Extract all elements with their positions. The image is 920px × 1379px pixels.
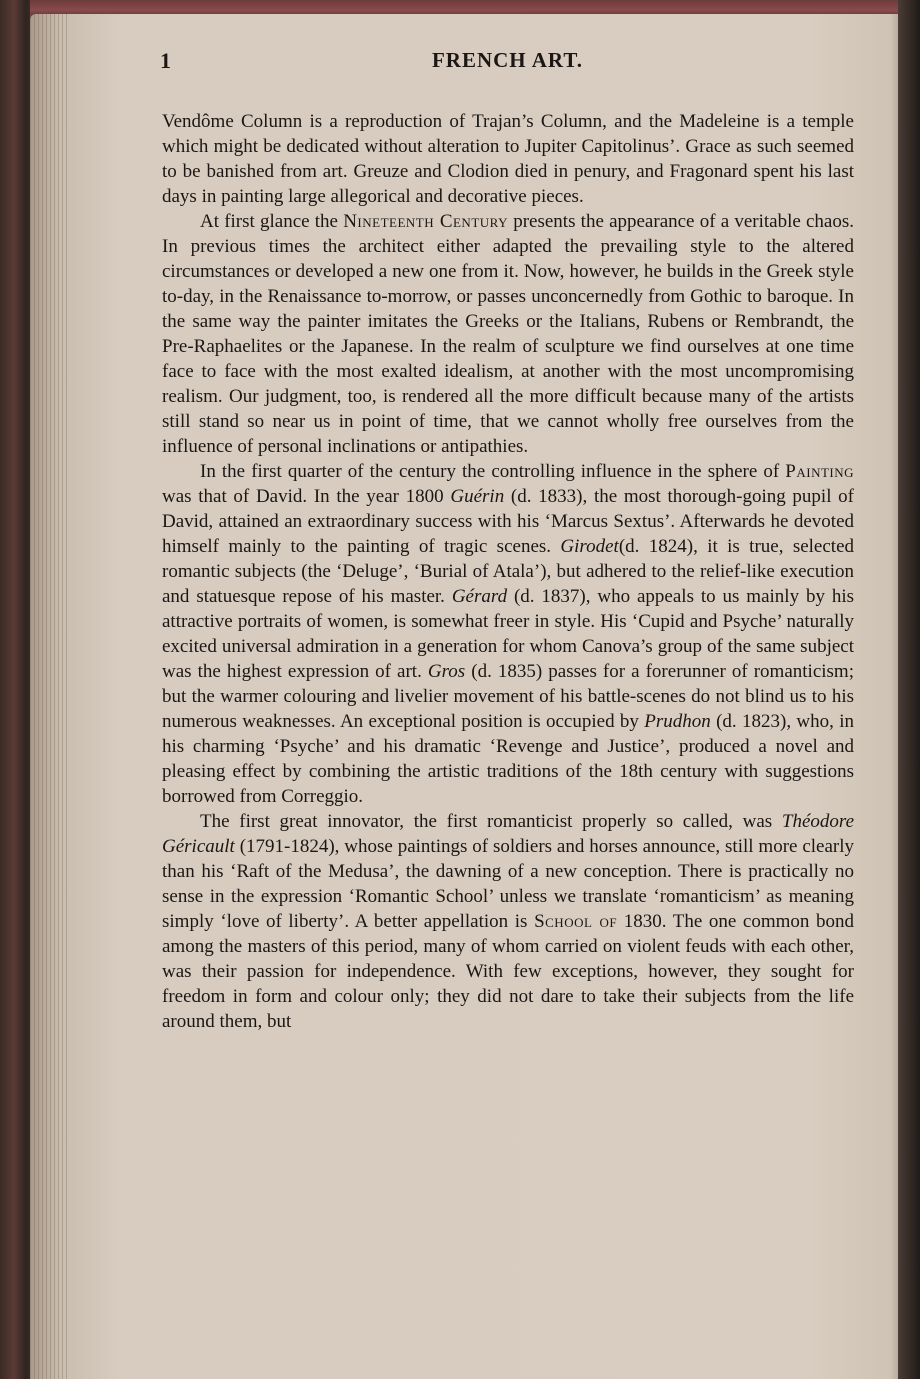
book-right-edge	[898, 0, 920, 1379]
p4-s3: . The one common bond among the masters of this period, many of whom carried on violent feuds with each other, was their passion for independence. With few exceptions, however, they sought for freedom in form and colour only; they did not dare to take their subjects from the life around them, but	[162, 911, 855, 1032]
paragraph-1: Vendôme Column is a reproduction of Trajan’s Column, and the Madeleine is a temple which might be dedicated without alteration to Jupiter Capitolinus’. Grace as such seemed to be banished from art. Greuze and Clodion died in penury, and Fragonard spent his last days in painting large allegorical and decorative pieces.	[162, 111, 854, 207]
paragraph-3	[162, 459, 854, 809]
p3-term: Painting	[785, 461, 855, 482]
paragraph-4	[162, 809, 854, 1034]
p4-term: School of	[534, 911, 618, 932]
p3-girodet: Girodet	[560, 536, 619, 557]
p3-s1: In the first quarter of the century the controlling influence in the sphere of	[200, 461, 780, 482]
p3-prudhon: Prudhon	[644, 711, 711, 732]
p3-gros: Gros	[427, 661, 466, 682]
page-header	[160, 48, 855, 78]
p3-gerard: Gérard	[451, 586, 508, 607]
p3-s2: was that of David. In the year 1800	[162, 486, 444, 507]
p2-term: Nineteenth Century	[343, 211, 508, 232]
p3-s7: (d. 1823), who, in his charming ‘Psyche’ and his dramatic ‘Revenge and Justice’, produced a novel and pleasing effect by combining the artistic traditions of the 18th century with suggestions borrowed from Correggio.	[162, 711, 855, 807]
p3-s4: (d. 1824), it is true, selected romantic subjects (the ‘Deluge’, ‘Burial of Atala’), but adhered to the relief-like execution and statuesque repose of his master.	[162, 536, 855, 607]
p4-year: 1830	[623, 911, 662, 932]
page-body	[162, 109, 854, 1034]
p3-guerin: Guérin	[450, 486, 505, 507]
p4-s2: (1791-1824), whose paintings of soldiers and horses announce, still more clearly than his ‘Raft of the Medusa’, the dawning of a new conception. There is practically no sense in the expression ‘Romantic School’ unless we translate ‘romanticism’ as meaning simply ‘love of liberty’. A better appellation is	[162, 836, 855, 932]
p4-gericault: Théodore Géricault	[162, 811, 854, 857]
p3-s6: (d. 1835) passes for a forerunner of romanticism; but the warmer colouring and livelier movement of his battle-scenes do not blind us to his numerous weaknesses. An exceptional position is occupied by	[162, 661, 854, 732]
p3-s5: (d. 1837), who appeals to us mainly by his attractive portraits of women, is somewhat freer in style. His ‘Cupid and Psyche’ naturally excited universal admiration in a generation for whom Canova’s group of the same subject was the highest expression of art.	[162, 586, 855, 682]
paragraph-2	[162, 209, 854, 459]
p3-s3: (d. 1833), the most thorough-going pupil of David, attained an extraordinary success with his ‘Marcus Sextus’. Afterwards he devoted himself mainly to the painting of tragic scenes.	[162, 486, 855, 557]
p2-rest: presents the appearance of a veritable chaos. In previous times the architect either adapted the prevailing style to the altered circumstances or developed a new one from it. Now, however, he builds in the Greek style to-day, in the Renaissance to-morrow, or passes unconcernedly from Gothic to baroque. In the same way the painter imitates the Greeks or the Italians, Rubens or Rembrandt, the Pre-Raphaelites or the Japanese. In the realm of sculpture we find ourselves at one time face to face with the most exalted idealism, at another with the most uncompromising realism. Our judgment, too, is rendered all the more difficult because many of the artists still stand so near us in point of time, that we cannot wholly free ourselves from the influence of personal inclinations or antipathies.	[162, 211, 855, 457]
page-number: 1	[160, 48, 171, 73]
p2-lead: At first glance the	[200, 211, 338, 232]
p4-s1: The first great innovator, the first romanticist properly so called, was	[200, 811, 773, 832]
running-head: FRENCH ART.	[431, 48, 584, 72]
